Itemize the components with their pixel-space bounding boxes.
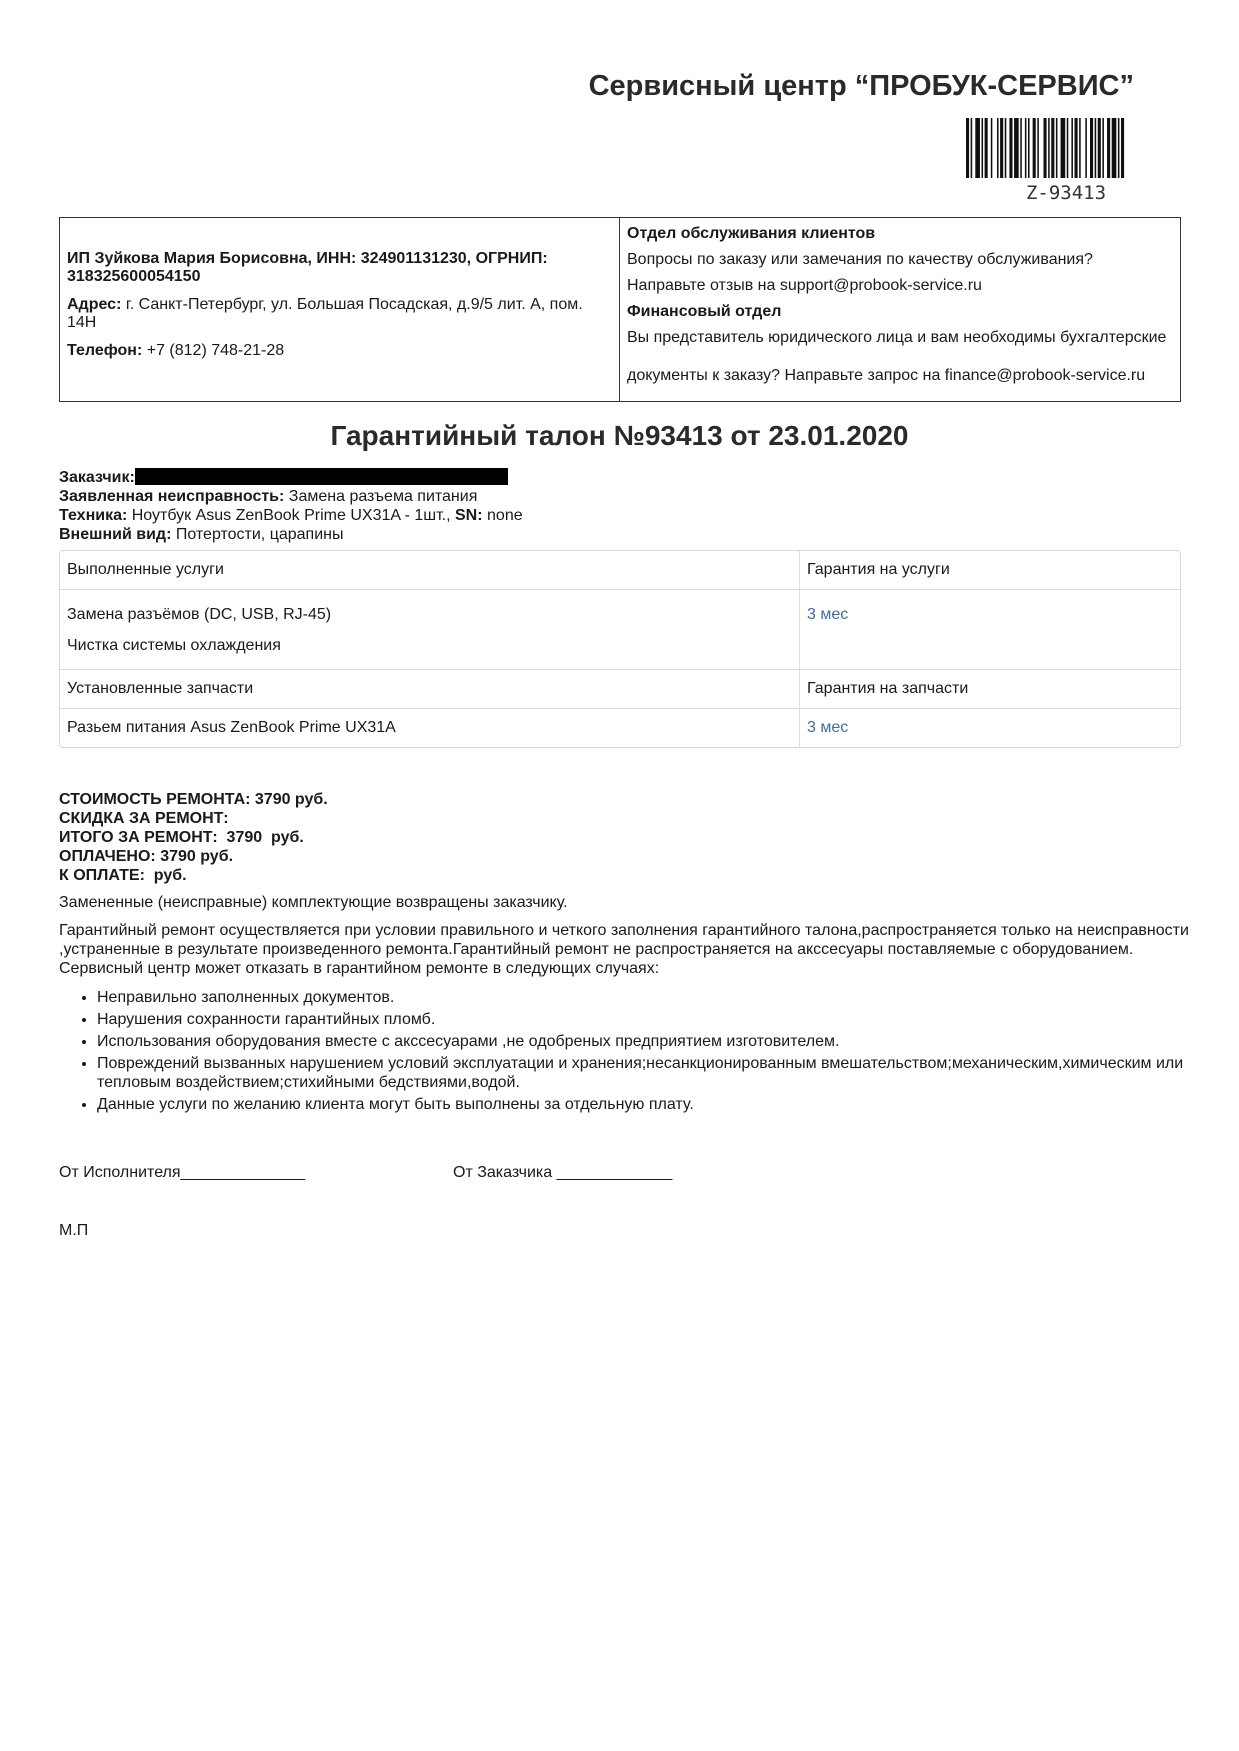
executor-signature: От Исполнителя______________	[59, 1164, 306, 1181]
company-info-box	[59, 217, 1181, 402]
parts-warranty-header: Гарантия на запчасти	[807, 680, 969, 697]
device-field	[59, 506, 523, 525]
contact-details	[620, 218, 1180, 401]
appearance-label: Внешний вид:	[59, 526, 172, 543]
parts-header: Установленные запчасти	[60, 670, 800, 708]
appearance-value: Потертости, царапины	[175, 526, 344, 543]
customer-dept-title: Отдел обслуживания клиентов	[627, 225, 876, 242]
warranty-terms: Гарантийный ремонт осуществляется при условии правильного и четкого заполнения гарантийного талона,распространяется только на неисправности ,устраненные в результате произведенного ремонта.Гарантийный ремонт не распространяется на акссесуары поставляемые с оборудованием.	[59, 922, 1189, 958]
list-item: • Неправильно заполненных документов.	[97, 988, 1189, 1007]
services-list	[60, 590, 800, 669]
service-item: Чистка системы охлаждения	[67, 637, 281, 654]
company-phone: +7 (812) 748-21-28	[146, 342, 285, 359]
repair-discount: СКИДКА ЗА РЕМОНТ:	[59, 810, 229, 827]
list-item: • Нарушения сохранности гарантийных пломб.	[97, 1010, 1189, 1029]
customer-signature: От Заказчика _____________	[453, 1164, 673, 1181]
part-warranty-value: 3 мес	[807, 719, 849, 736]
address-label: Адрес:	[67, 296, 122, 313]
service-item: Замена разъёмов (DC, USB, RJ-45)	[67, 606, 332, 623]
refusal-cases-list	[59, 988, 1189, 1114]
barcode-number: Z-93413	[1025, 182, 1107, 204]
appearance-field	[59, 525, 523, 544]
customer-field	[59, 468, 523, 487]
totals-block	[59, 790, 328, 885]
services-warranty-header: Гарантия на услуги	[807, 561, 950, 578]
services-header: Выполненные услуги	[60, 551, 800, 589]
list-item: • Данные услуги по желанию клиента могут быть выполнены за отдельную плату.	[97, 1095, 1189, 1114]
refusal-intro: Сервисный центр может отказать в гарантийном ремонте в следующих случаях:	[59, 960, 660, 977]
phone-label: Телефон:	[67, 342, 143, 359]
company-name: ИП Зуйкова Мария Борисовна, ИНН: 324901131230, ОГРНИП: 318325600054150	[67, 250, 548, 285]
services-table	[59, 550, 1181, 748]
finance-dept-line1: Вы представитель юридического лица и вам необходимы бухгалтерские	[627, 329, 1167, 346]
part-item: Разьем питания Asus ZenBook Prime UX31A	[60, 709, 800, 747]
repair-cost: СТОИМОСТЬ РЕМОНТА: 3790 руб.	[59, 791, 328, 808]
problem-label: Заявленная неисправность:	[59, 488, 285, 505]
table-row	[60, 670, 1180, 709]
list-item: • Повреждений вызванных нарушением условий эксплуатации и хранения;несанкционированным вмешательством;механическим,химическим или тепловым воздействием;стихийными бедствиями,водой.	[97, 1054, 1189, 1092]
customer-dept-action: Направьте отзыв на support@probook-service.ru	[627, 277, 982, 294]
finance-dept-title: Финансовый отдел	[627, 303, 782, 320]
warranty-notes	[59, 893, 1189, 1117]
repair-total: ИТОГО ЗА РЕМОНТ: 3790 руб.	[59, 829, 304, 846]
stamp-placeholder: М.П	[59, 1222, 89, 1239]
list-item: • Использования оборудования вместе с акссесуарами ,не одобреных предприятием изготовителем.	[97, 1032, 1189, 1051]
table-row	[60, 709, 1180, 747]
barcode-image	[966, 118, 1166, 178]
sn-value: none	[487, 507, 523, 524]
paid-amount: ОПЛАЧЕНО: 3790 руб.	[59, 848, 234, 865]
returned-parts-note: Замененные (неисправные) комплектующие возвращены заказчику.	[59, 894, 568, 911]
customer-dept-question: Вопросы по заказу или замечания по качеству обслуживания?	[627, 251, 1093, 268]
sn-label: SN:	[455, 507, 483, 524]
document-title: Гарантийный талон №93413 от 23.01.2020	[330, 420, 909, 451]
order-fields	[59, 468, 523, 544]
device-value: Ноутбук Asus ZenBook Prime UX31A - 1шт.,	[131, 507, 451, 524]
problem-value: Замена разъема питания	[288, 488, 478, 505]
problem-field	[59, 487, 523, 506]
company-address: г. Санкт-Петербург, ул. Большая Посадская, д.9/5 лит. А, пом. 14Н	[67, 296, 583, 331]
redacted-customer-name	[135, 468, 508, 485]
customer-label: Заказчик:	[59, 469, 135, 486]
device-label: Техника:	[59, 507, 128, 524]
table-row	[60, 590, 1180, 670]
finance-dept-line2: документы к заказу? Направьте запрос на finance@probook-service.ru	[627, 367, 1146, 384]
services-warranty-value: 3 мес	[807, 606, 849, 623]
amount-due: К ОПЛАТЕ: руб.	[59, 867, 187, 884]
company-details	[60, 218, 620, 401]
company-title: Сервисный центр “ПРОБУК-СЕРВИС”	[588, 70, 1134, 102]
table-row	[60, 551, 1180, 590]
